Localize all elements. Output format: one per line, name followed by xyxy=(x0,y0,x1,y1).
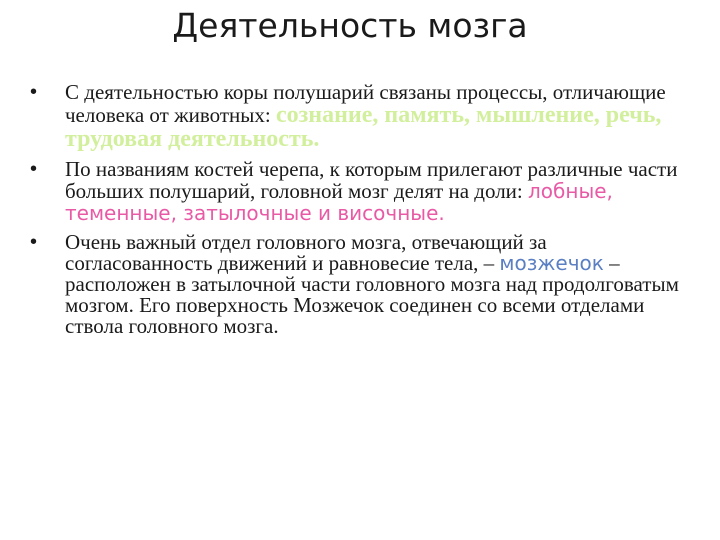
bullet-text: По названиям костей черепа, к которым прилегают различные части больших полушарий, головной мозг делят на доли: xyxy=(65,157,678,203)
bullet-text-after: – расположен в затылочной части головного мозга над продолговатым мозгом. Его поверхность Мозжечок соединен со всеми отделами ствола головного мозга. xyxy=(65,251,679,338)
bullet-item-lobes xyxy=(30,159,690,224)
highlight-lobes: лобные, теменные, затылочные и височные. xyxy=(65,179,613,225)
bullet-list xyxy=(30,82,690,345)
highlight-cerebellum: мозжечок xyxy=(499,251,604,275)
bullet-text: Очень важный отдел головного мозга, отвечающий за согласованность движений и равновесие тела, – xyxy=(65,230,547,275)
bullet-item-cerebellum xyxy=(30,232,690,337)
bullet-marker: • xyxy=(30,158,38,180)
highlight-functions: сознание, память, мышление, речь, трудовая деятельность. xyxy=(65,102,662,152)
bullet-item-cortex xyxy=(30,82,690,151)
bullet-text: С деятельностью коры полушарий связаны процессы, отличающие человека от животных: xyxy=(65,80,666,127)
bullet-marker: • xyxy=(30,231,38,253)
slide-title: Деятельность мозга xyxy=(172,6,528,45)
bullet-marker: • xyxy=(30,81,38,103)
